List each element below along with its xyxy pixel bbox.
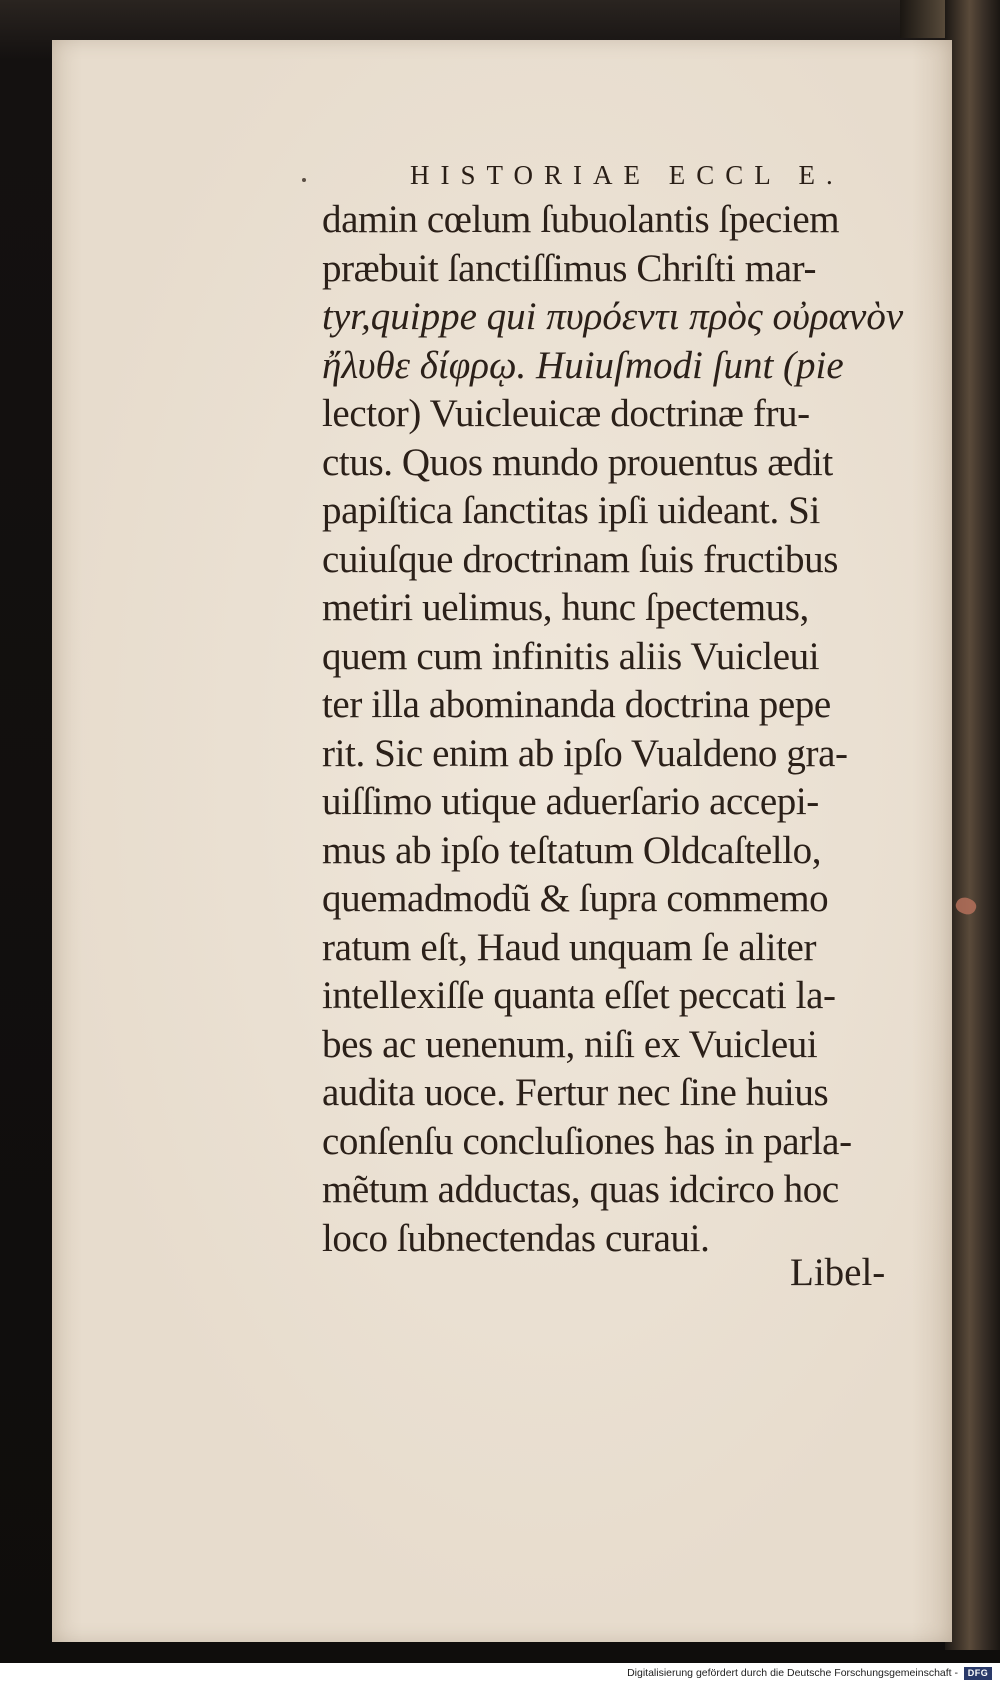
text-line: quem cum infinitis aliis Vuicleui bbox=[322, 634, 820, 678]
text-line: bes ac uenenum, niſi ex Vuicleui bbox=[322, 1022, 818, 1066]
text-line: mẽtum adductas, quas idcirco hoc bbox=[322, 1168, 839, 1211]
main-text bbox=[322, 196, 962, 1263]
running-head: HISTORIAE ECCL E. bbox=[410, 160, 844, 190]
text-line: quemadmodũ & ſupra commemo bbox=[322, 877, 829, 920]
text-line: intellexiſſe quanta eſſet peccati la- bbox=[322, 974, 836, 1017]
text-line: uiſſimo utique aduerſario accepi- bbox=[322, 780, 819, 823]
text-line: loco ſubnectendas curaui. bbox=[322, 1216, 710, 1260]
text-line: mus ab ipſo teſtatum Oldcaſtello, bbox=[322, 828, 822, 872]
text-line: metiri uelimus, hunc ſpectemus, bbox=[322, 586, 809, 629]
text-line: papiſtica ſanctitas ipſi uideant. Si bbox=[322, 489, 820, 532]
text-line: ratum eſt, Haud unquam ſe aliter bbox=[322, 925, 817, 969]
text-line: damin cœlum ſubuolantis ſpeciem bbox=[322, 198, 840, 241]
text-line: conſenſu concluſiones has in parla- bbox=[322, 1119, 852, 1163]
text-line: ἤλυθε δίφρῳ. Huiuſmodi ſunt (pie bbox=[322, 343, 844, 387]
catchword: Libel- bbox=[790, 1251, 886, 1294]
text-line: rit. Sic enim ab ipſo Vualdeno gra- bbox=[322, 731, 848, 775]
text-line: ter illa abominanda doctrina pepe bbox=[322, 683, 831, 726]
text-line: præbuit ſanctiſſimus Chriſti mar- bbox=[322, 246, 817, 290]
ink-dot bbox=[302, 178, 306, 182]
dfg-logo-icon: DFG bbox=[964, 1667, 992, 1680]
text-line: ctus. Quos mundo prouentus ædit bbox=[322, 440, 833, 484]
text-line: lector) Vuicleuicæ doctrinæ fru- bbox=[322, 392, 810, 435]
footer-credit: Digitalisierung gefördert durch die Deutsche Forschungsgemeinschaft - bbox=[627, 1667, 958, 1679]
text-line: cuiuſque droctrinam ſuis fructibus bbox=[322, 537, 839, 581]
text-line: tyr,quippe qui πυρόεντι πρὸς οὐρανὸν bbox=[322, 295, 904, 338]
text-line: audita uoce. Fertur nec ſine huius bbox=[322, 1071, 829, 1114]
